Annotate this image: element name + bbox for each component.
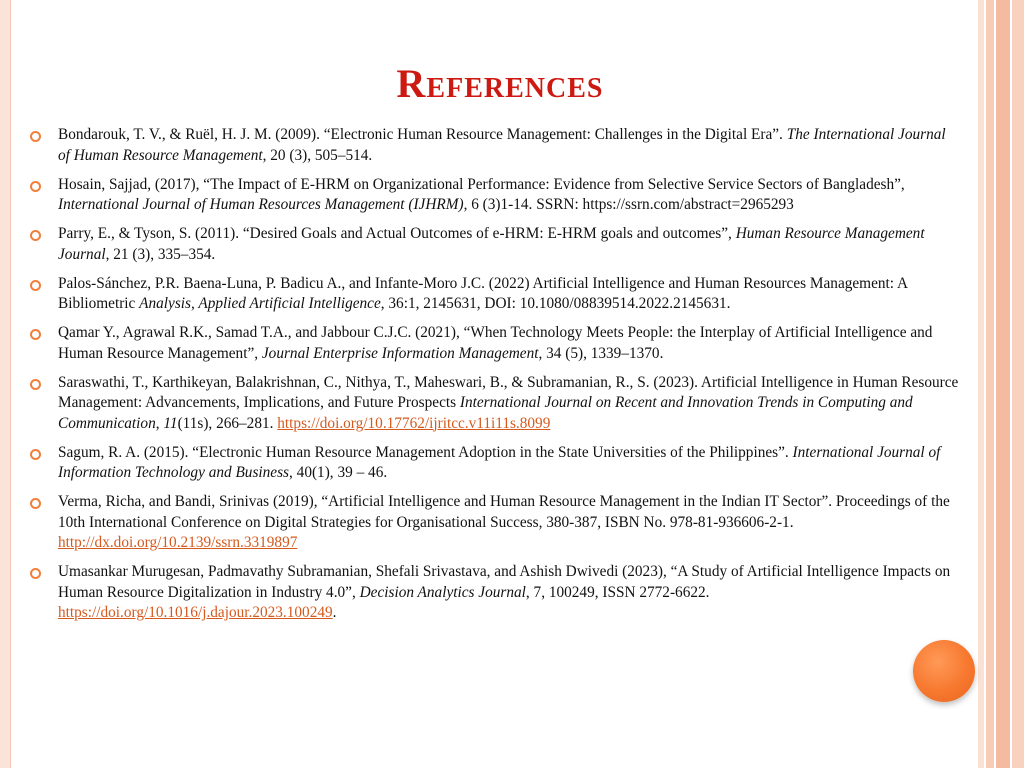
reference-text: Bondarouk, T. V., & Ruël, H. J. M. (2009). “Electronic Human Resource Management: Challenges in the Digital Era”. <box>58 126 787 143</box>
stripe <box>986 0 994 768</box>
stripe <box>996 0 1010 768</box>
reference-link[interactable]: https://doi.org/10.17762/ijritcc.v11i11s.8099 <box>277 414 551 432</box>
orange-circle-decoration <box>913 640 975 702</box>
reference-item <box>30 492 960 554</box>
reference-text: , 34 (5), 1339–1370. <box>538 344 664 362</box>
bullet-ring-icon <box>30 131 41 142</box>
left-border-decoration <box>0 0 11 768</box>
reference-text: Parry, E., & Tyson, S. (2011). “Desired Goals and Actual Outcomes of e-HRM: E-HRM goals and outcomes”, <box>58 225 736 242</box>
reference-text: , 36:1, 2145631, DOI: 10.1080/08839514.2022.2145631. <box>380 295 731 312</box>
reference-source-italic: International Journal of Human Resources Management (IJHRM) <box>58 196 464 213</box>
bullet-ring-icon <box>30 230 41 241</box>
reference-link[interactable]: http://dx.doi.org/10.2139/ssrn.3319897 <box>58 534 298 551</box>
bullet-ring-icon <box>30 568 41 579</box>
bullet-ring-icon <box>30 449 41 460</box>
reference-text: Qamar Y., Agrawal R.K., Samad T.A., and Jabbour C.J.C. (2021), “When Technology Meets People: the Interplay of Artificial Intelligence and Human Resource Management”, <box>58 324 933 362</box>
reference-source-italic: 11 <box>163 414 178 432</box>
bullet-ring-icon <box>30 329 41 340</box>
stripe <box>1012 0 1024 768</box>
reference-text: Palos-Sánchez, P.R. Baena-Luna, P. Badicu A., and Infante-Moro J.C. (2022) Artificial Intelligence and Human Resources Management: A Bibliometric <box>58 274 908 312</box>
reference-item <box>30 224 960 265</box>
reference-source-italic: Journal Enterprise Information Management <box>261 344 539 362</box>
reference-source-italic: Human Resource Management Journal <box>58 225 925 263</box>
reference-list <box>30 125 960 632</box>
bullet-ring-icon <box>30 280 41 291</box>
reference-text: . <box>332 604 337 621</box>
reference-text: Verma, Richa, and Bandi, Srinivas (2019), “Artificial Intelligence and Human Resource Management in the Indian IT Sector”. Proceedings of the 10th International Conference on Digital Strategies for Organisational Success, 380-387, ISBN No. 978-81-936606-2-1. <box>58 493 950 531</box>
reference-text: , 20 (3), 505–514. <box>262 146 373 164</box>
reference-source-italic: International Journal of Information Technology and Business <box>58 443 941 481</box>
reference-link[interactable]: https://doi.org/10.1016/j.dajour.2023.100249 <box>58 604 333 621</box>
reference-text: Hosain, Sajjad, (2017), “The Impact of E-HRM on Organizational Performance: Evidence from Selective Service Sectors of Bangladesh”, <box>58 175 905 193</box>
reference-text: , 7, 100249, ISSN 2772-6622. <box>525 583 710 601</box>
reference-text: Sagum, R. A. (2015). “Electronic Human Resource Management Adoption in the State Universities of the Philippines”. <box>58 443 793 461</box>
slide-title: References <box>396 61 604 106</box>
reference-text: Saraswathi, T., Karthikeyan, Balakrishnan, C., Nithya, T., Maheswari, B., & Subramanian, R., S. (2023). Artificial Intelligence in Human Resource Management: Advancements, Implications, and Future Prospects <box>58 373 959 411</box>
reference-item <box>30 323 960 364</box>
reference-text: , 40(1), 39 – 46. <box>289 464 388 481</box>
bullet-ring-icon <box>30 181 41 192</box>
reference-text: , 21 (3), 335–354. <box>105 245 216 263</box>
reference-text: , <box>155 414 164 432</box>
reference-source-italic: International Journal on Recent and Innovation Trends in Computing and Communication <box>58 394 913 432</box>
reference-item <box>30 562 960 624</box>
reference-item <box>30 373 960 435</box>
bullet-ring-icon <box>30 379 41 390</box>
reference-item <box>30 175 960 216</box>
bullet-ring-icon <box>30 498 41 509</box>
reference-item <box>30 125 960 166</box>
reference-item <box>30 443 960 484</box>
reference-item <box>30 274 960 315</box>
reference-text: , 6 (3)1-14. SSRN: https://ssrn.com/abstract=2965293 <box>463 196 794 213</box>
reference-source-italic: Analysis, Applied Artificial Intelligence <box>139 295 381 312</box>
right-stripes-decoration <box>976 0 1024 768</box>
reference-text: Umasankar Murugesan, Padmavathy Subramanian, Shefali Srivastava, and Ashish Dwivedi (2023), “A Study of Artificial Intelligence Impacts on Human Resource Digitalization in Industry 4.0”, <box>58 563 951 601</box>
reference-source-italic: Decision Analytics Journal <box>359 583 526 601</box>
stripe <box>978 0 984 768</box>
reference-source-italic: The International Journal of Human Resource Management <box>58 126 946 164</box>
reference-text: (11s), 266–281. <box>177 414 278 432</box>
